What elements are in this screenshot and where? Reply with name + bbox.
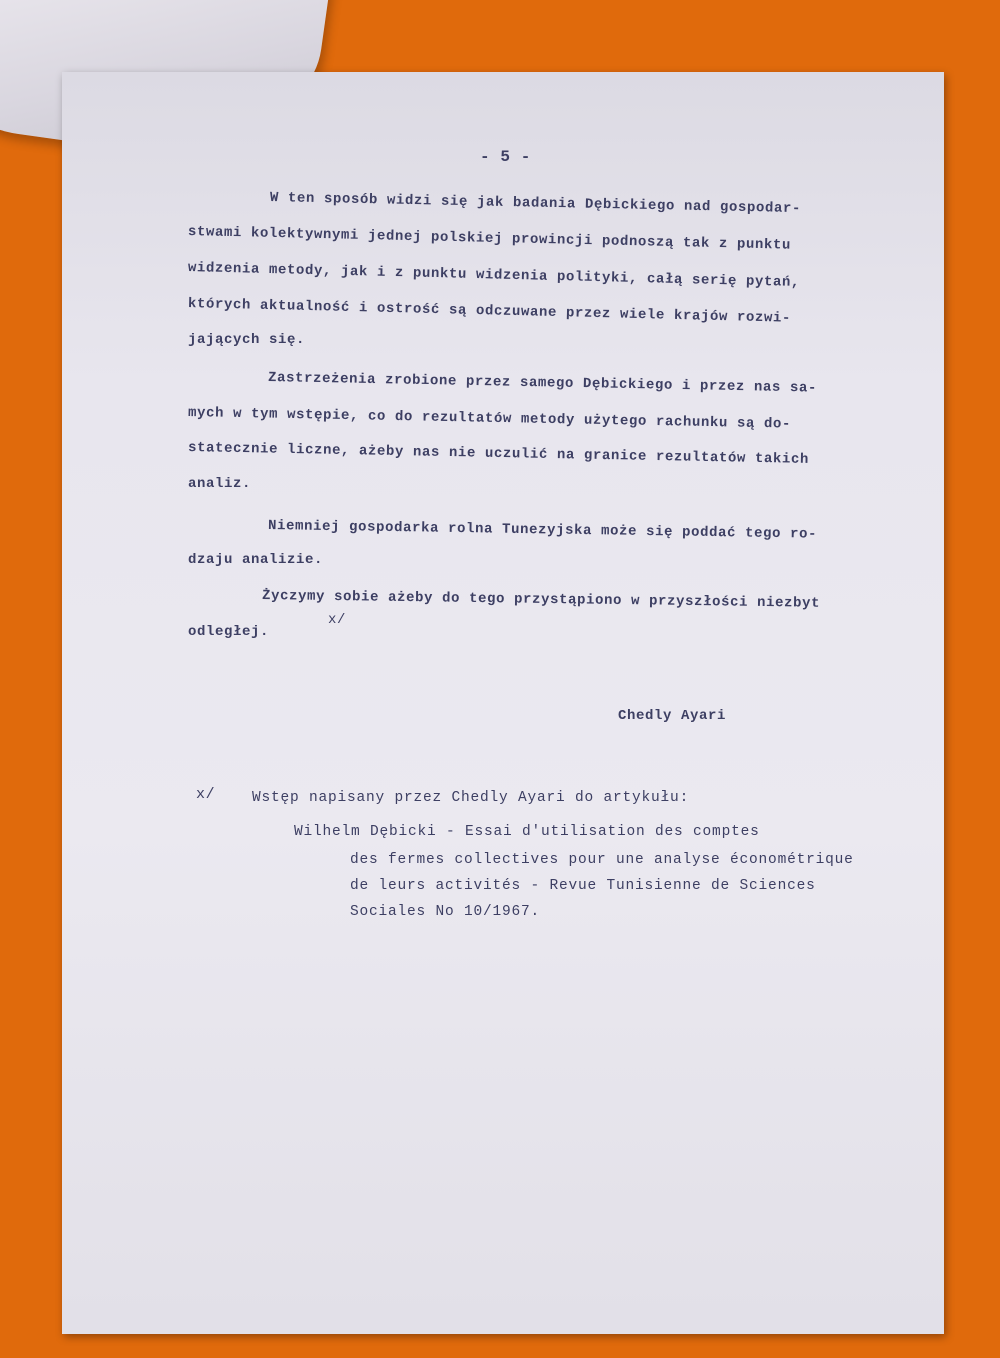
paragraph-2-line-2: mych w tym wstępie, co do rezultatów metody użytego rachunku są do- <box>187 405 792 433</box>
citation-line-2: des fermes collectives pour une analyse économétrique <box>350 852 854 868</box>
paragraph-4-line-1: Życzymy sobie ażeby do tego przystąpiono w przyszłości niezbyt <box>261 588 821 612</box>
paragraph-1-line-3: widzenia metody, jak i z punktu widzenia polityki, całą serię pytań, <box>187 260 801 291</box>
citation-line-1: Wilhelm Dębicki - Essai d'utilisation des comptes <box>294 824 760 840</box>
footnote-marker: x/ <box>196 786 216 803</box>
signature: Chedly Ayari <box>618 708 727 724</box>
page-number: - 5 - <box>480 148 532 166</box>
footnote-intro: Wstęp napisany przez Chedly Ayari do artykułu: <box>252 790 690 806</box>
paragraph-1-line-5: jających się. <box>188 332 306 348</box>
paragraph-2-line-4: analiz. <box>188 476 252 492</box>
paragraph-1-line-1: W ten sposób widzi się jak badania Dębickiego nad gospodar- <box>269 190 802 218</box>
paragraph-3-line-1: Niemniej gospodarka rolna Tunezyjska może się poddać tego ro- <box>267 518 818 543</box>
document-page <box>62 72 944 1334</box>
paragraph-4-line-2: odległej. <box>188 624 270 640</box>
paragraph-3-line-2: dzaju analizie. <box>188 552 324 568</box>
paragraph-1-line-2: stwami kolektywnymi jednej polskiej prowincji podnoszą tak z punktu <box>187 224 792 254</box>
paragraph-2-line-1: Zastrzeżenia zrobione przez samego Dębickiego i przez nas sa- <box>267 370 818 397</box>
citation-line-4: Sociales No 10/1967. <box>350 904 541 920</box>
paragraph-2-line-3: statecznie liczne, ażeby nas nie uczulić na granice rezultatów takich <box>187 440 810 468</box>
paragraph-1-line-4: których aktualność i ostrość są odczuwane przez wiele krajów rozwi- <box>187 296 792 327</box>
citation-line-3: de leurs activités - Revue Tunisienne de Sciences <box>350 878 816 894</box>
footnote-reference-marker: x/ <box>328 612 347 628</box>
